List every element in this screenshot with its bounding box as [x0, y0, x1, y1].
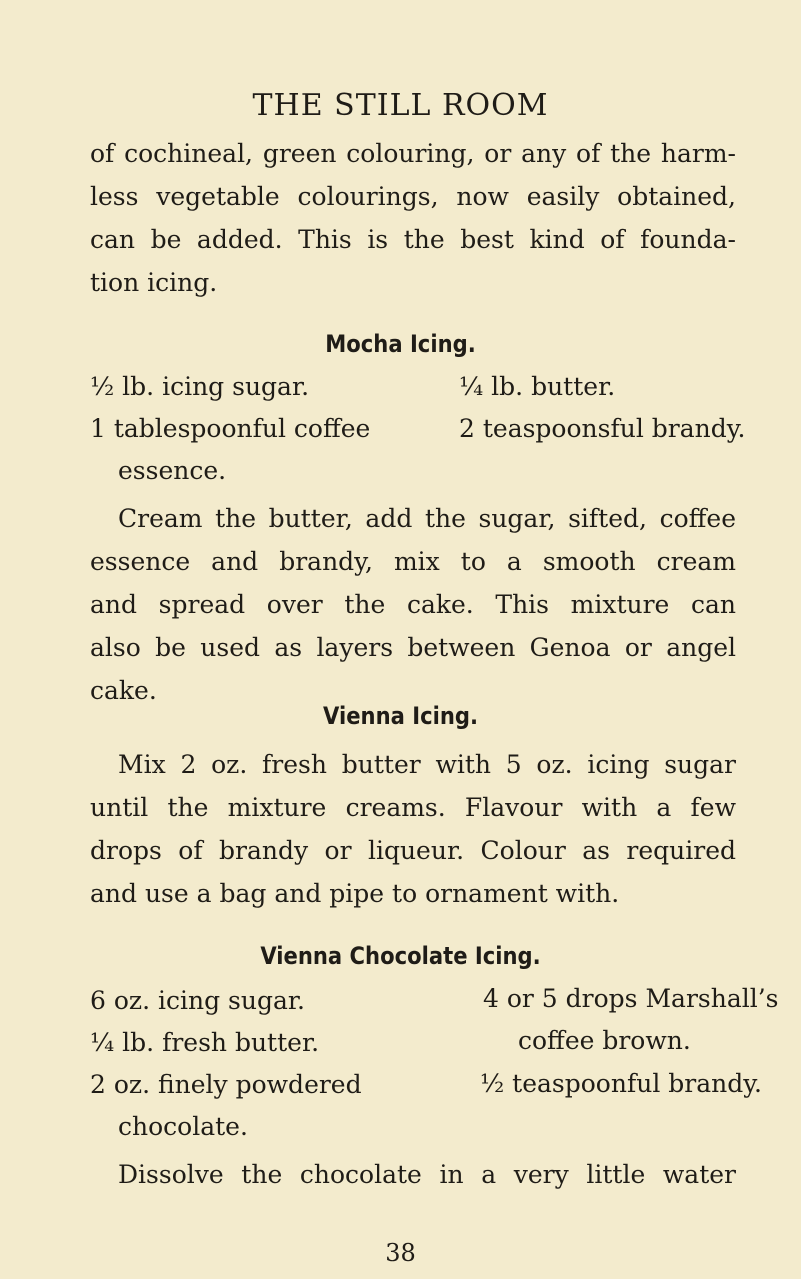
text-line: essence and brandy, mix to a smooth cream	[90, 547, 736, 576]
ingredient: 2 oz. finely powdered	[90, 1070, 362, 1099]
ingredient: ¼ lb. fresh butter.	[90, 1028, 320, 1057]
ingredient: 2 teaspoonsful brandy.	[459, 414, 746, 443]
text-line: can be added. This is the best kind of founda-	[90, 225, 736, 254]
section-heading-mocha: Mocha Icing.	[325, 330, 476, 358]
text-line: Mix 2 oz. fresh butter with 5 oz. icing sugar	[118, 750, 736, 779]
page-number: 38	[385, 1239, 416, 1267]
text-line: less vegetable colourings, now easily obtained,	[90, 182, 736, 211]
ingredient: 6 oz. icing sugar.	[90, 986, 306, 1015]
ingredient: ½ lb. icing sugar.	[90, 372, 310, 401]
ingredient: essence.	[118, 456, 227, 485]
text-line: Cream the butter, add the sugar, sifted, coffee	[118, 504, 736, 533]
intro-paragraph	[90, 132, 736, 304]
vienna-chocolate-method	[90, 1153, 736, 1196]
ingredient: 4 or 5 drops Marshall’s	[483, 984, 779, 1013]
ingredient: chocolate.	[118, 1112, 248, 1141]
section-heading-vienna: Vienna Icing.	[322, 702, 479, 730]
running-head: THE STILL ROOM	[252, 88, 549, 123]
ingredient: ¼ lb. butter.	[459, 372, 616, 401]
ingredient: ½ teaspoonful brandy.	[480, 1069, 762, 1098]
text-line: cake.	[90, 676, 157, 705]
text-line: until the mixture creams. Flavour with a few	[90, 793, 736, 822]
text-line: Dissolve the chocolate in a very little water	[118, 1160, 736, 1189]
ingredient: coffee brown.	[518, 1026, 691, 1055]
text-line: tion icing.	[90, 268, 218, 297]
text-line: and use a bag and pipe to ornament with.	[90, 879, 620, 908]
ingredient: 1 tablespoonful coffee	[90, 414, 371, 443]
mocha-method	[90, 497, 736, 712]
text-line: and spread over the cake. This mixture can	[90, 590, 736, 619]
text-line: drops of brandy or liqueur. Colour as required	[90, 836, 736, 865]
text-line: of cochineal, green colouring, or any of the harm-	[90, 139, 736, 168]
vienna-method	[90, 743, 736, 915]
section-heading-vienna-chocolate: Vienna Chocolate Icing.	[260, 942, 541, 970]
text-line: also be used as layers between Genoa or angel	[90, 633, 736, 662]
